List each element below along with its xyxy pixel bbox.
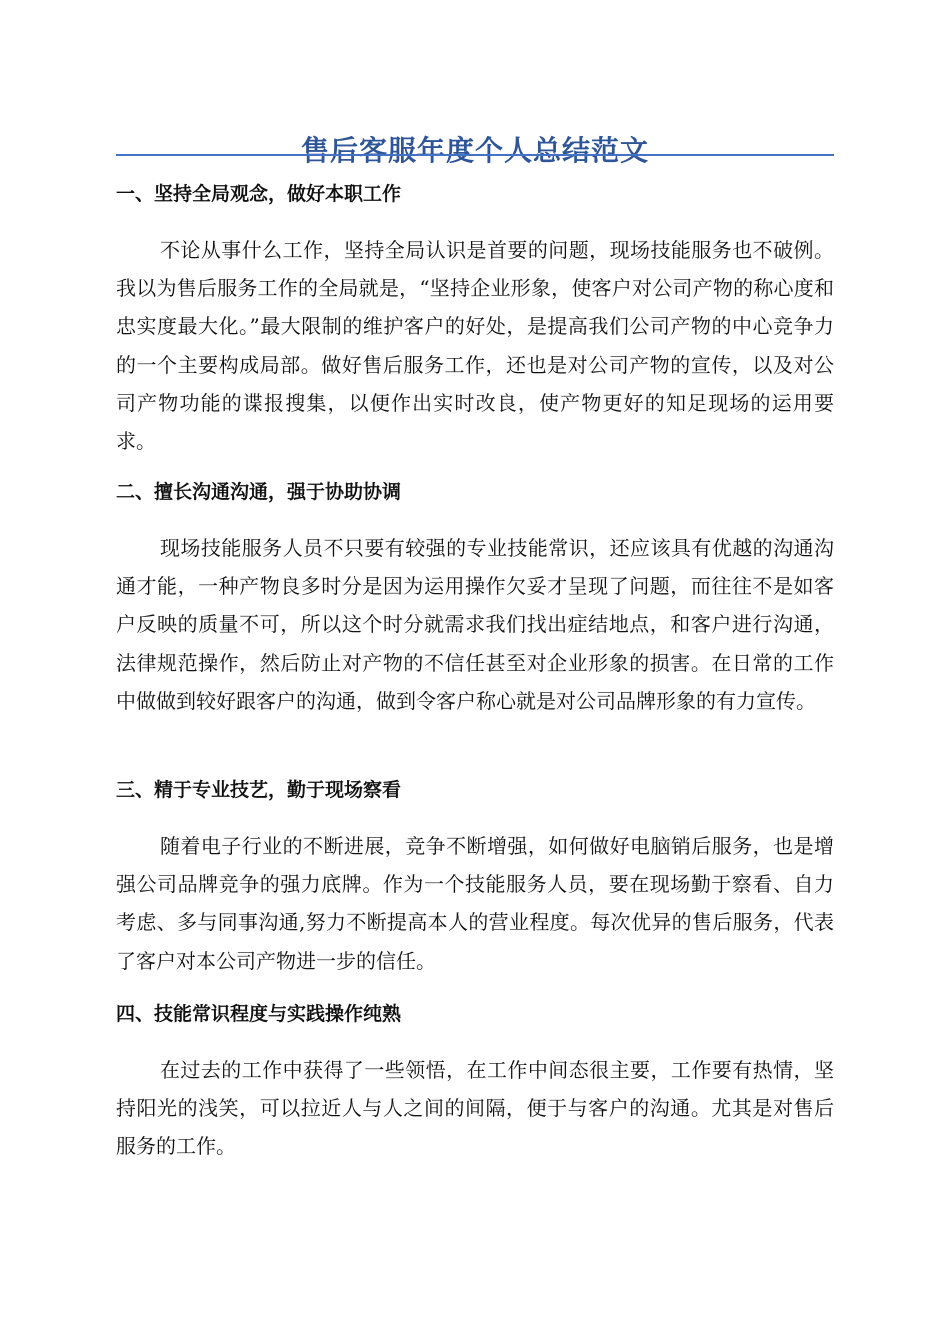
section-4 xyxy=(116,1000,834,1166)
document-title: 售后客服年度个人总结范文 xyxy=(300,133,649,167)
section-1 xyxy=(116,180,834,460)
section-3 xyxy=(116,776,834,980)
section-paragraph: 随着电子行业的不断进展，竞争不断增强，如何做好电脑销后服务，也是增强公司品牌竞争的强力底牌。作为一个技能服务人员，要在现场勤于察看、自力考虑、多与同事沟通,努力不断提高本人的营业程度。每次优异的售后服务，代表了客户对本公司产物进一步的信任。 xyxy=(116,834,834,973)
section-paragraph: 不论从事什么工作，坚持全局认识是首要的问题，现场技能服务也不破例。我以为售后服务工作的全局就是，“坚持企业形象，使客户对公司产物的称心度和忠实度最大化。”最大限制的维护客户的好处，是提高我们公司产物的中心竞争力的一个主要构成局部。做好售后服务工作，还也是对公司产物的宣传，以及对公司产物功能的谍报搜集，以便作出实时改良，使产物更好的知足现场的运用要求。 xyxy=(116,238,834,454)
section-heading: 三、精于专业技艺，勤于现场察看 xyxy=(116,779,402,801)
section-paragraph: 现场技能服务人员不只要有较强的专业技能常识，还应该具有优越的沟通沟通才能，一种产物良多时分是因为运用操作欠妥才呈现了问题，而往往不是如客户反映的质量不可，所以这个时分就需求我们找出症结地点，和客户进行沟通，法律规范操作，然后防止对产物的不信任甚至对企业形象的损害。在日常的工作中做做到较好跟客户的沟通，做到令客户称心就是对公司品牌形象的有力宣传。 xyxy=(116,536,834,713)
section-heading: 二、擅长沟通沟通，强于协助协调 xyxy=(116,481,402,503)
section-2 xyxy=(116,478,834,720)
section-paragraph: 在过去的工作中获得了一些领悟，在工作中间态很主要，工作要有热情，坚持阳光的浅笑，可以拉近人与人之间的间隔，便于与客户的沟通。尤其是对售后服务的工作。 xyxy=(116,1058,834,1159)
section-heading: 四、技能常识程度与实践操作纯熟 xyxy=(116,1003,402,1025)
section-heading: 一、坚持全局观念，做好本职工作 xyxy=(116,183,402,205)
title-underline xyxy=(116,154,834,156)
